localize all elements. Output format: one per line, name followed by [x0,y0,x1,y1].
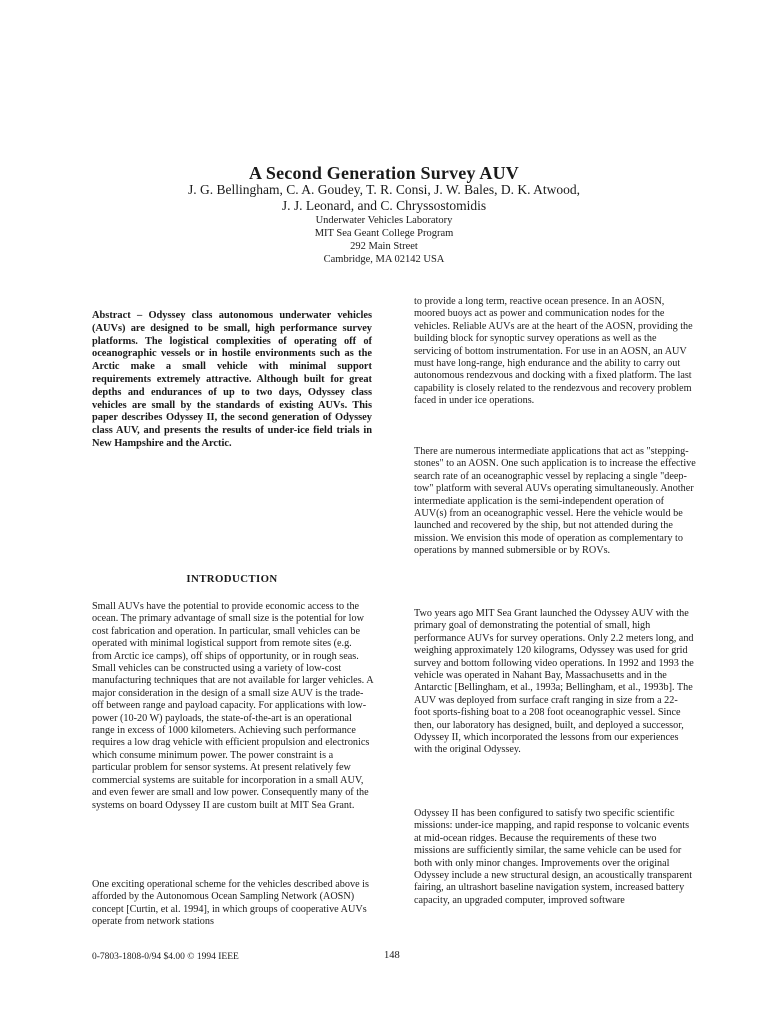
body-paragraph: There are numerous intermediate applications that act as "stepping-stones" to an AOSN. One such application is to increase the effective search rate of an oceanographic vessel by replacing a single "deep-tow" platform with several AUVs operating simultaneously. Another intermediate application is the semi-independent operation of AUV(s) from an oceanographic vessel. Here the vehicle would be launched and recovered by the ship, but not attended during the mission. We envision this mode of operation as complementary to operations by manned submersible or by ROVs. [414,446,696,557]
page-number: 148 [384,950,400,961]
author-list [0,182,768,214]
body-paragraph: Two years ago MIT Sea Grant launched the Odyssey AUV with the primary goal of demonstrating the potential of small, high performance AUVs for survey operations. Only 2.2 meters long, and weighing approximately 120 kilograms, Odyssey was used for grid survey and bottom following video operations. In 1992 and 1993 the vehicle was operated in Nahant Bay, Massachusetts and in the Antarctic [Bellingham, et al., 1993a; Bellingham, et al., 1993b]. The AUV was deployed from surface craft ranging in size from a 22-foot sports-fishing boat to a 208 foot oceanographic vessel. Since then, our laboratory has designed, built, and deployed a successor, Odyssey II, which incorporated the lessons from our experiences with the original Odyssey. [414,608,694,756]
affiliation-block [0,214,768,266]
paper-title: A Second Generation Survey AUV [248,163,519,183]
affiliation-city: Cambridge, MA 02142 USA [323,254,445,265]
body-paragraph: to provide a long term, reactive ocean presence. In an AOSN, moored buoys act as power and communication nodes for the vehicles. Reliable AUVs are at the heart of the AOSN, providing the building block for synoptic survey operations as well as the servicing of bottom instrumentation. For use in an AOSN, an AUV must have long-range, high endurance and the ability to carry out autonomous rendezvous and docking with a fixed platform. The last capability is closely related to the rendezvous and recovery problem faced in under ice operations. [414,296,693,407]
body-paragraph: Small AUVs have the potential to provide economic access to the ocean. The primary advantage of small size is the potential for low cost fabrication and operation. In particular, small vehicles can be operated with minimal logistical support from remote sites (e.g. from Arctic ice camps), off ships of opportunity, or in rough seas. Small vehicles can be constructed using a variety of low-cost manufacturing techniques that are not available for larger vehicles. A major consideration in the design of a small size AUV is the trade-off between range and payload capacity. For applications with low-power (10-20 W) payloads, the state-of-the-art is an operational range in excess of 1000 kilometers. Achieving such performance requires a low drag vehicle with efficient propulsion and electronics which consume minimum power. The power constraint is a particular problem for sensor systems. At present relatively few commercial systems are suitable for incorporation in a small AUV, and even fewer are small and low power. Consequently many of the systems on board Odyssey II are custom built at MIT Sea Grant. [92,601,373,811]
authors-line-1: J. G. Bellingham, C. A. Goudey, T. R. Consi, J. W. Bales, D. K. Atwood, [187,182,580,197]
body-paragraph: One exciting operational scheme for the vehicles described above is afforded by the Autonomous Ocean Sampling Network (AOSN) concept [Curtin, et al. 1994], in which groups of cooperative AUVs operate from network stations [92,879,369,928]
authors-line-2: J. J. Leonard, and C. Chryssostomidis [281,198,487,213]
affiliation-street: 292 Main Street [350,241,418,252]
copyright-line: 0-7803-1808-0/94 $4.00 © 1994 IEEE [92,952,239,962]
abstract: Abstract – Odyssey class autonomous underwater vehicles (AUVs) are designed to be small, high performance survey platforms. The logistical complexities of operating off of oceanographic vessels or in hostile environments such as the Arctic make a small vehicle with minimal support requirements extremely attractive. Although built for great depths and endurances of up to two days, Odyssey class vehicles are small by the standards of existing AUVs. This paper describes Odyssey II, the second generation of Odyssey class AUV, and presents the results of under-ice field trials in New Hampshire and the Arctic. [92,310,372,449]
affiliation-program: MIT Sea Geant College Program [314,228,454,239]
affiliation-lab: Underwater Vehicles Laboratory [315,215,453,226]
body-paragraph: Odyssey II has been configured to satisfy two specific scientific missions: under-ice mapping, and rapid response to volcanic events at mid-ocean ridges. Because the requirements of these two missions are sufficiently similar, the same vehicle can be used for both with only minor changes. Improvements over the original Odyssey include a new structural design, an acoustically transparent fairing, an ultrashort baseline navigation system, increased battery capacity, an upgraded computer, improved software [414,808,693,906]
section-heading-introduction: INTRODUCTION [186,573,278,585]
